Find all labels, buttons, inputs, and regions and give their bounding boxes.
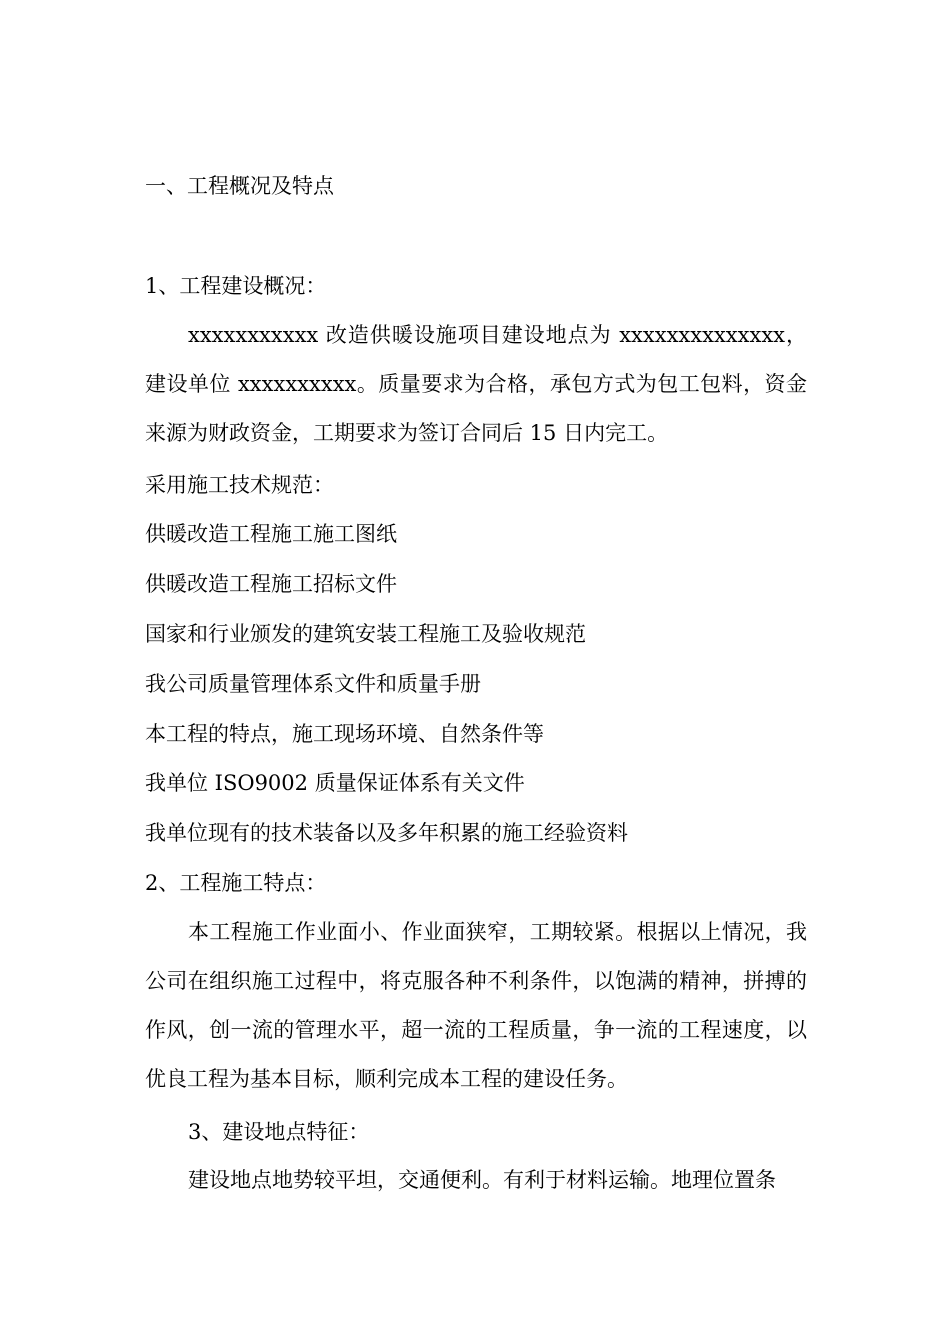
main-heading: 一、工程概况及特点 [145, 174, 334, 198]
spec-item: 我单位现有的技术装备以及多年积累的施工经验资料 [145, 821, 628, 845]
spec-item: 供暖改造工程施工招标文件 [145, 572, 397, 596]
spec-item: 我公司质量管理体系文件和质量手册 [145, 672, 481, 696]
section-1-paragraph: xxxxxxxxxxx 改造供暖设施项目建设地点为 xxxxxxxxxxxxxx，建设单位 xxxxxxxxxx。质量要求为合格，承包方式为包工包料，资金来源为财政资金，工期要求为签订合同后 15 日内完工。 [145, 323, 807, 445]
section-3-title: 3、建设地点特征： [188, 1120, 370, 1144]
section-1-title: 1、工程建设概况： [145, 274, 327, 298]
section-2-title: 2、工程施工特点： [145, 871, 327, 895]
spec-item: 本工程的特点，施工现场环境、自然条件等 [145, 722, 544, 746]
spec-item: 国家和行业颁发的建筑安装工程施工及验收规范 [145, 622, 586, 646]
section-2-paragraph: 本工程施工作业面小、作业面狭窄，工期较紧。根据以上情况，我公司在组织施工过程中，将克服各种不利条件，以饱满的精神，拼搏的作风，创一流的管理水平，超一流的工程质量，争一流的工程速度，以优良工程为基本目标，顺利完成本工程的建设任务。 [145, 920, 807, 1091]
specs-title: 采用施工技术规范： [145, 473, 334, 497]
section-3-paragraph: 建设地点地势较平坦，交通便利。有利于材料运输。地理位置条 [188, 1168, 776, 1192]
spec-item: 我单位 ISO9002 质量保证体系有关文件 [145, 771, 525, 795]
spec-item: 供暖改造工程施工施工图纸 [145, 522, 397, 546]
